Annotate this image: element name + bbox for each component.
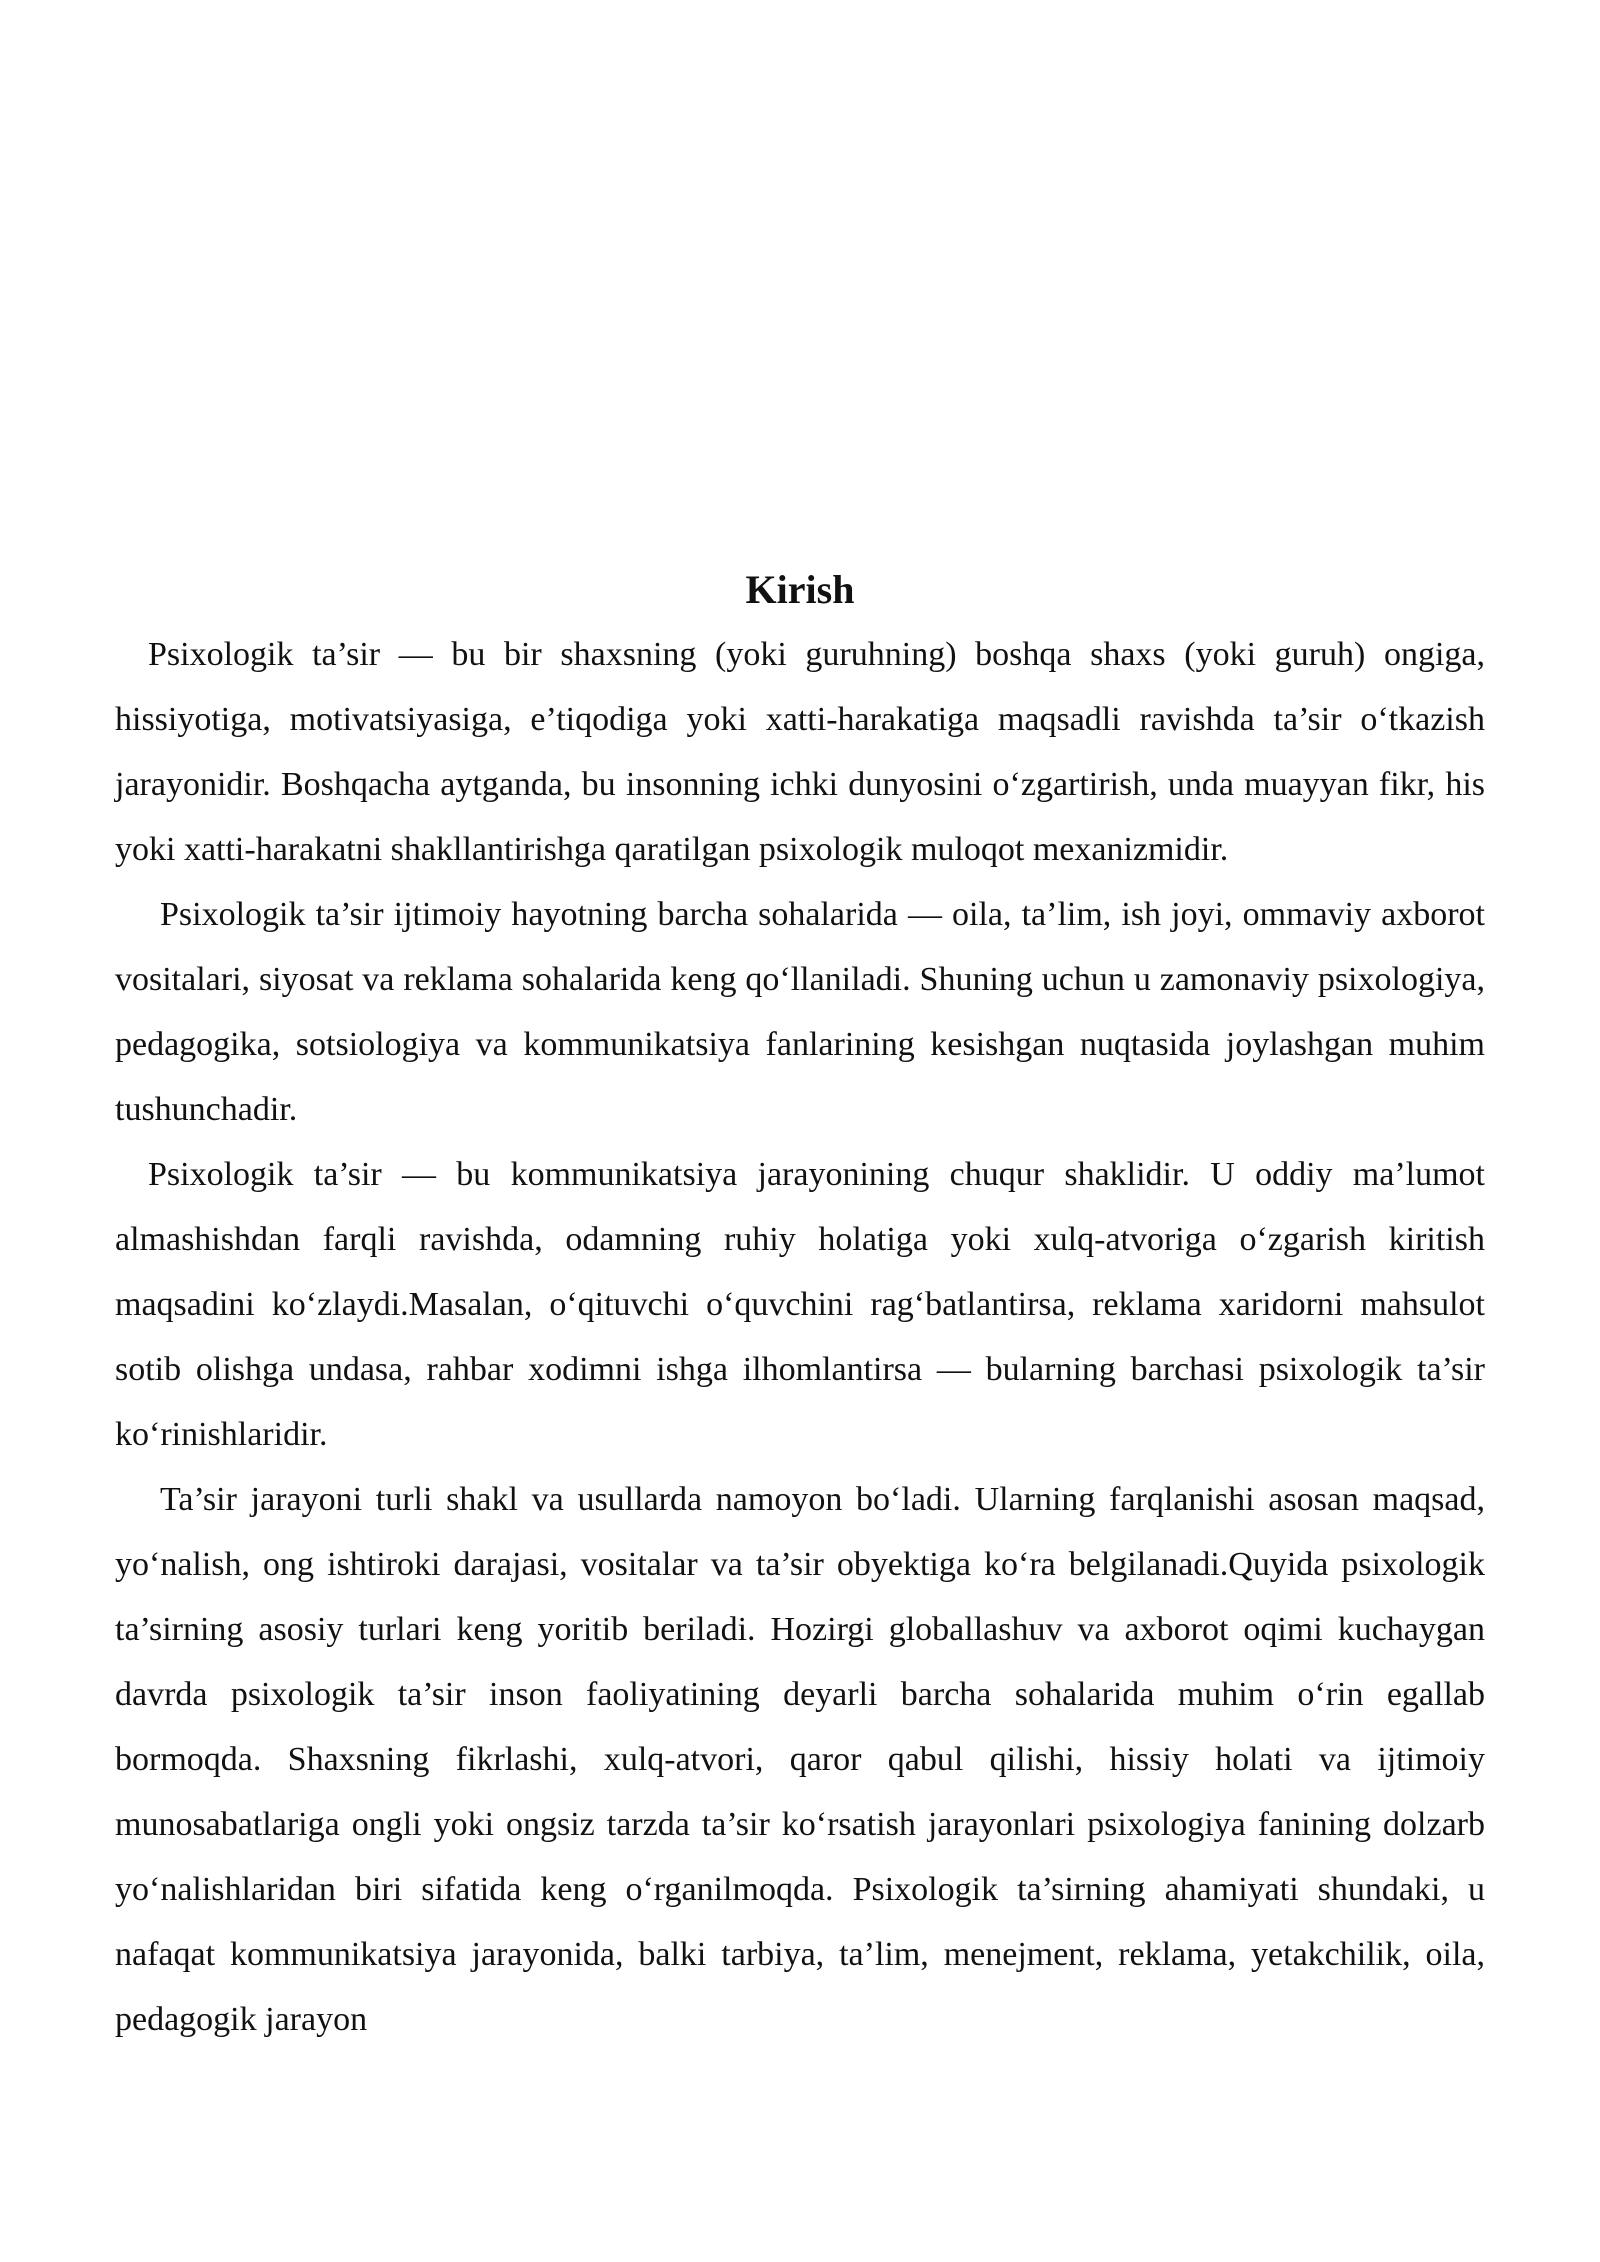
- paragraph-1: Psixologik ta’sir — bu bir shaxsning (yoki guruhning) boshqa shaxs (yoki guruh) ongiga, hissiyotiga, motivatsiyasiga, e’tiqodiga yoki xatti-harakatiga maqsadli ravishda ta’sir o‘tkazish jarayonidir. Boshqacha aytganda, bu insonning ichki dunyosini o‘zgartirish, unda muayyan fikr, his yoki xatti-harakatni shakllantirishga qaratilgan psixologik muloqot mexanizmidir.: [115, 636, 1485, 868]
- document-body: [115, 560, 1485, 2052]
- paragraph-3: Psixologik ta’sir — bu kommunikatsiya jarayonining chuqur shaklidir. U oddiy ma’lumot almashishdan farqli ravishda, odamning ruhiy holatiga yoki xulq-atvoriga o‘zgarish kiritish maqsadini ko‘zlaydi.Masalan, o‘qituvchi o‘quvchini rag‘batlantirsa, reklama xaridorni mahsulot sotib olishga undasa, rahbar xodimni ishga ilhomlantirsa — bularning barchasi psixologik ta’sir ko‘rinishlaridir.: [115, 1156, 1485, 1453]
- paragraph-4: Ta’sir jarayoni turli shakl va usullarda namoyon bo‘ladi. Ularning farqlanishi asosan maqsad, yo‘nalish, ong ishtiroki darajasi, vositalar va ta’sir obyektiga ko‘ra belgilanadi.Quyida psixologik ta’sirning asosiy turlari keng yoritib beriladi. Hozirgi globallashuv va axborot oqimi kuchaygan davrda psixologik ta’sir inson faoliyatining deyarli barcha sohalarida muhim o‘rin egallab bormoqda. Shaxsning fikrlashi, xulq-atvori, qaror qabul qilishi, hissiy holati va ijtimoiy munosabatlariga ongli yoki ongsiz tarzda ta’sir ko‘rsatish jarayonlari psixologiya fanining dolzarb yo‘nalishlaridan biri sifatida keng o‘rganilmoqda. Psixologik ta’sirning ahamiyati shundaki, u nafaqat kommunikatsiya jarayonida, balki tarbiya, ta’lim, menejment, reklama, yetakchilik, oila, pedagogik jarayon: [115, 1481, 1485, 2038]
- document-title: Kirish: [745, 567, 855, 612]
- paragraph-2: Psixologik ta’sir ijtimoiy hayotning barcha sohalarida — oila, ta’lim, ish joyi, ommaviy axborot vositalari, siyosat va reklama sohalarida keng qo‘llaniladi. Shuning uchun u zamonaviy psixologiya, pedagogika, sotsiologiya va kommunikatsiya fanlarining kesishgan nuqtasida joylashgan muhim tushunchadir.: [115, 896, 1485, 1128]
